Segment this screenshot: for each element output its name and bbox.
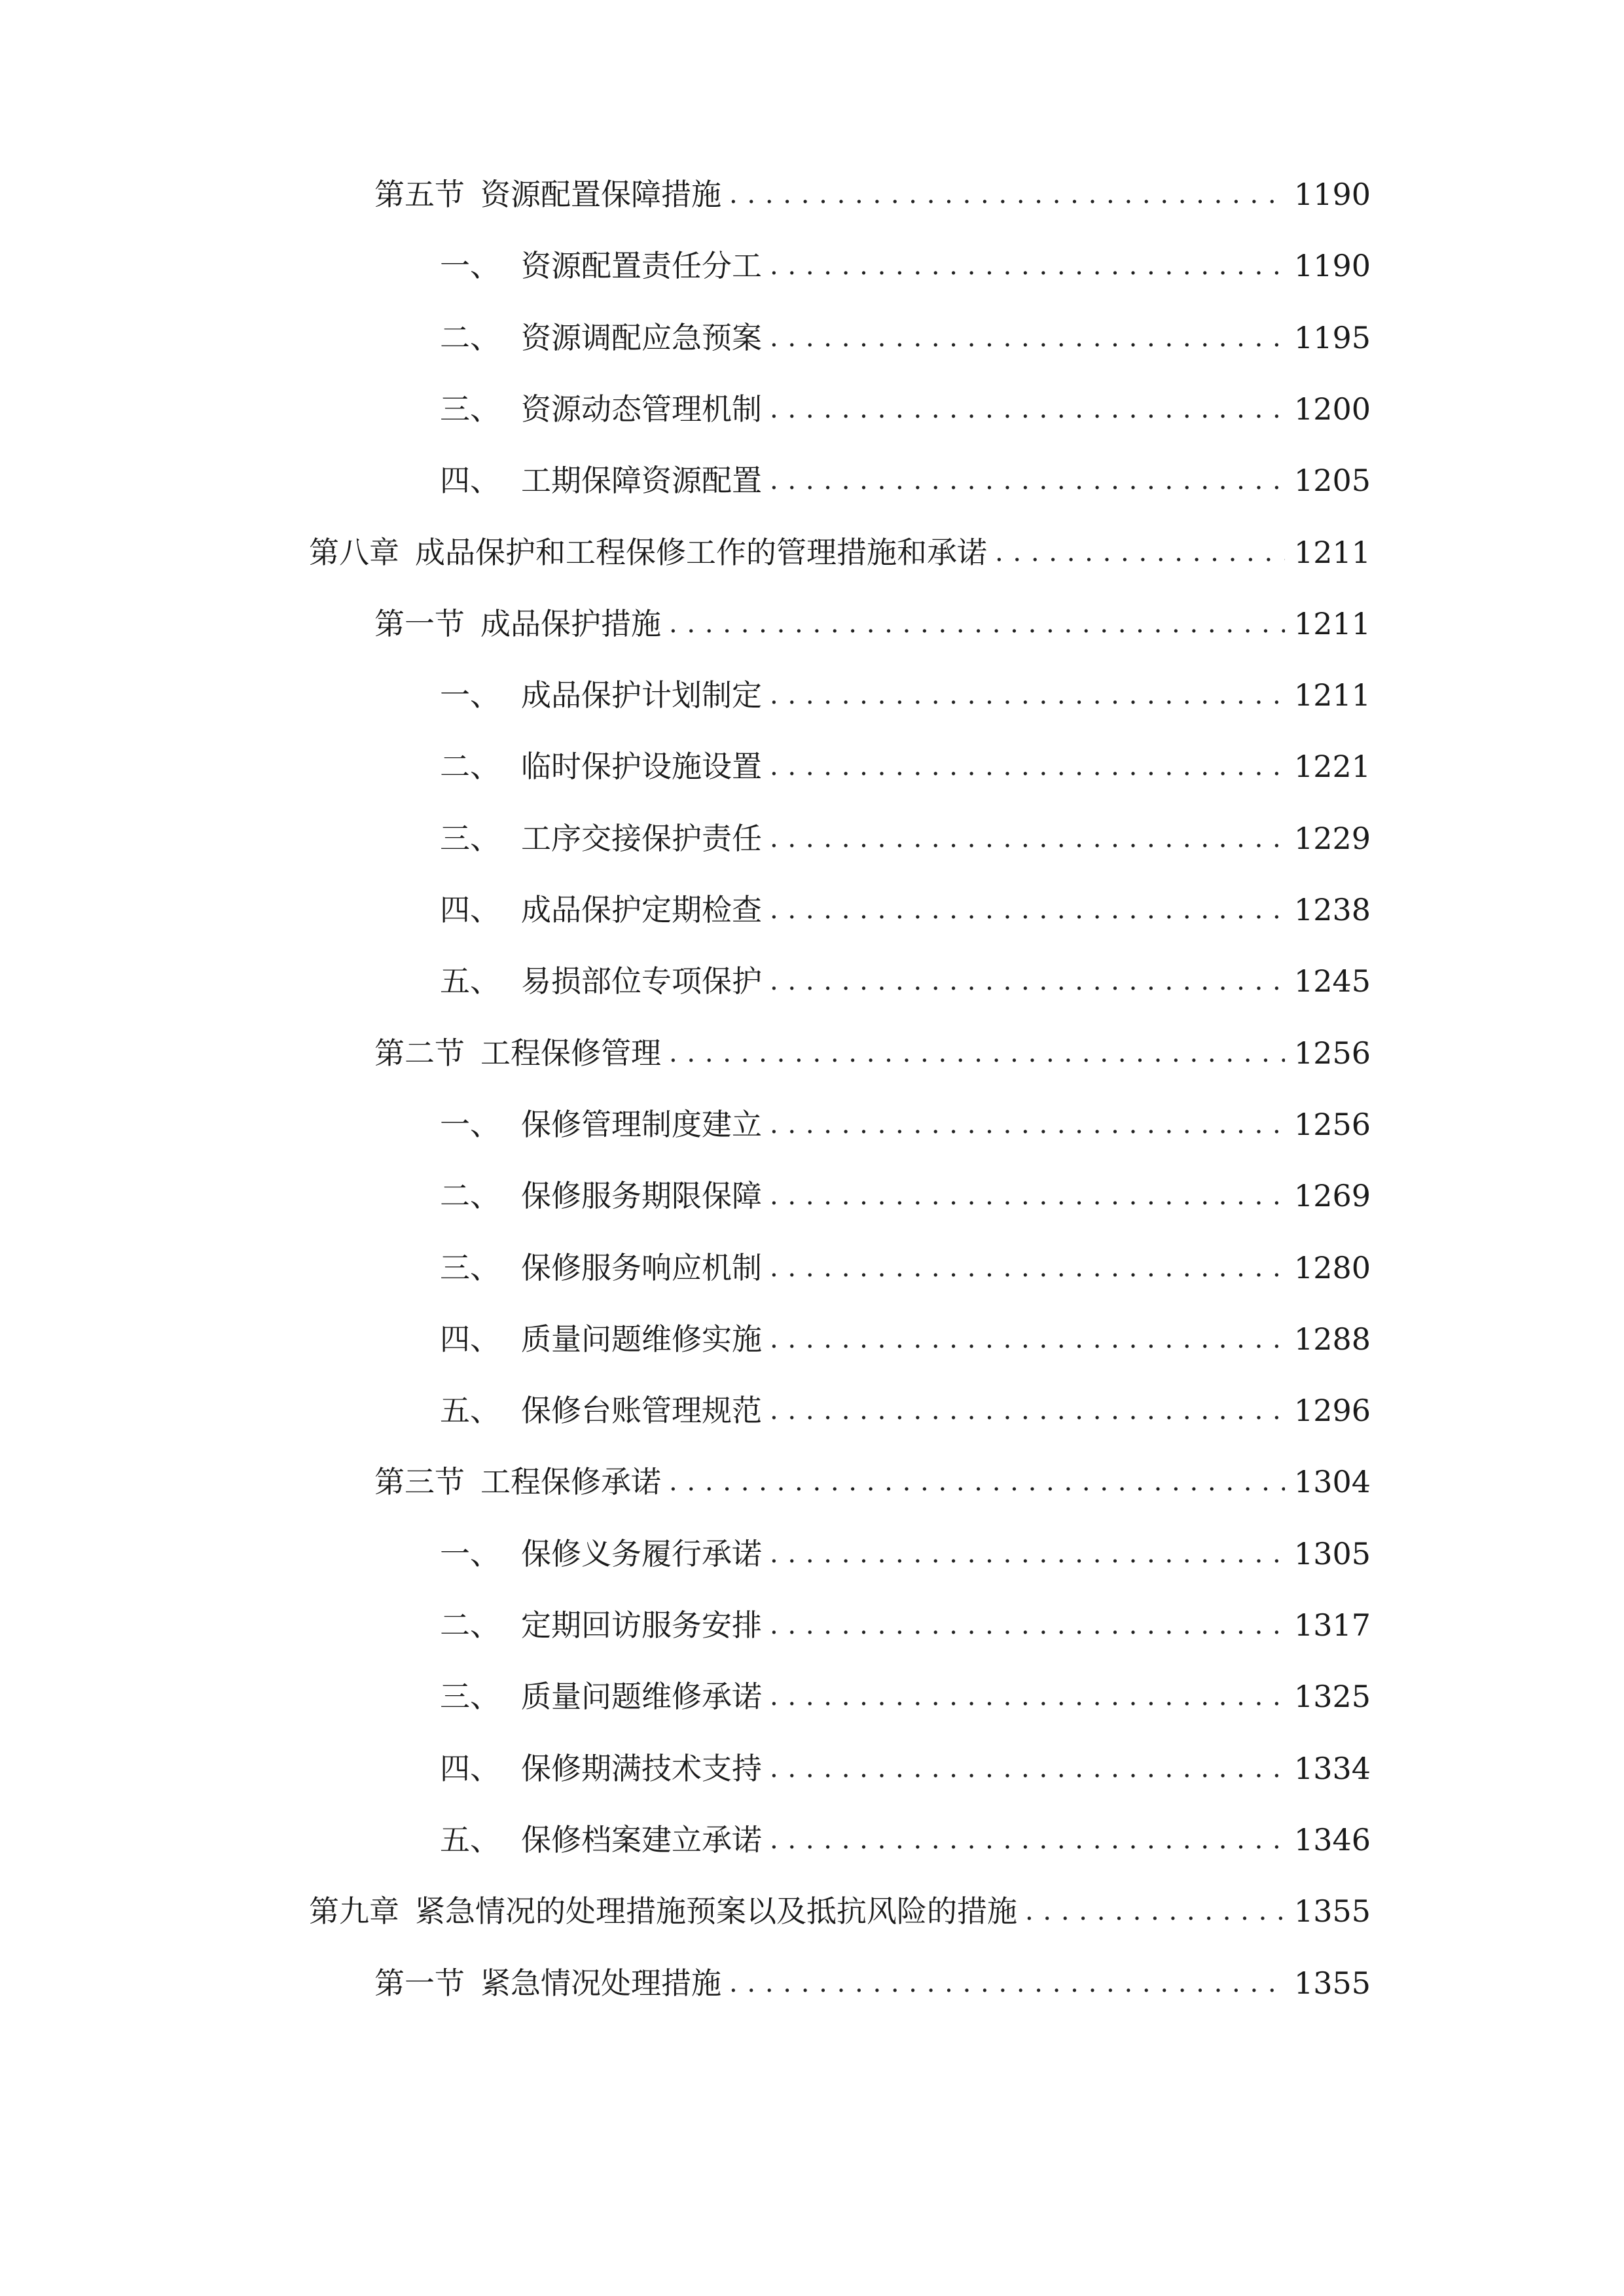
dot-leader [770, 1602, 1285, 1648]
toc-entry-page-number: 1269 [1293, 1178, 1371, 1214]
toc-entry-number: 四、 [440, 463, 500, 499]
toc-entry-page-number: 1296 [1293, 1393, 1371, 1429]
toc-entry-page-number: 1346 [1293, 1821, 1371, 1857]
toc-entry-page-number: 1305 [1293, 1535, 1371, 1571]
toc-entry-number: 四、 [440, 892, 500, 927]
toc-entry[interactable] [440, 1102, 1371, 1147]
toc-entry-title: 成品保护定期检查 [521, 892, 762, 927]
dot-leader [770, 315, 1285, 361]
toc-entry-title: 保修期满技术支持 [521, 1750, 762, 1786]
toc-entry-title: 资源配置责任分工 [521, 248, 762, 284]
toc-entry-title: 工程保修管理 [480, 1035, 661, 1071]
toc-entry[interactable] [440, 1173, 1371, 1219]
toc-entry-title: 资源调配应急预案 [521, 319, 762, 355]
toc-entry-number: 第八章 [309, 534, 399, 570]
toc-entry-number: 五、 [440, 963, 500, 999]
dot-leader [770, 958, 1285, 1004]
toc-entry[interactable] [440, 958, 1371, 1004]
toc-entry[interactable] [374, 601, 1371, 647]
dot-leader [770, 672, 1285, 718]
toc-entry-page-number: 1304 [1293, 1464, 1371, 1500]
toc-entry[interactable] [374, 1030, 1371, 1076]
toc-entry[interactable] [440, 315, 1371, 361]
toc-entry[interactable] [440, 744, 1371, 789]
toc-entry-title: 保修台账管理规范 [521, 1393, 762, 1429]
toc-entry-title: 工程保修承诺 [480, 1464, 661, 1500]
toc-entry[interactable] [374, 171, 1371, 217]
toc-entry-number: 四、 [440, 1321, 500, 1357]
toc-entry-page-number: 1205 [1293, 463, 1371, 499]
toc-entry-page-number: 1355 [1293, 1965, 1371, 2001]
toc-entry-number: 第一节 [374, 1965, 465, 2001]
dot-leader [770, 1531, 1285, 1577]
toc-entry-title: 紧急情况处理措施 [480, 1965, 721, 2001]
toc-entry-number: 三、 [440, 1249, 500, 1285]
toc-entry-number: 二、 [440, 749, 500, 785]
dot-leader [770, 1746, 1285, 1791]
toc-entry-title: 资源动态管理机制 [521, 391, 762, 427]
toc-entry-number: 第二节 [374, 1035, 465, 1071]
dot-leader [729, 1960, 1285, 2006]
toc-entry-page-number: 1211 [1293, 534, 1371, 570]
toc-entry[interactable] [440, 1746, 1371, 1791]
toc-entry-number: 二、 [440, 1607, 500, 1643]
toc-entry-title: 易损部位专项保护 [521, 963, 762, 999]
toc-entry[interactable] [374, 1960, 1371, 2006]
toc-entry[interactable] [440, 1817, 1371, 1863]
toc-entry-page-number: 1256 [1293, 1035, 1371, 1071]
toc-entry[interactable] [440, 1674, 1371, 1719]
toc-entry[interactable] [440, 672, 1371, 718]
toc-entry[interactable] [440, 1388, 1371, 1433]
toc-entry-page-number: 1317 [1293, 1607, 1371, 1643]
dot-leader [770, 243, 1285, 289]
toc-entry-page-number: 1195 [1293, 319, 1371, 355]
toc-entry-page-number: 1355 [1293, 1893, 1371, 1929]
dot-leader [770, 457, 1285, 503]
toc-entry-number: 四、 [440, 1750, 500, 1786]
toc-entry-title: 质量问题维修实施 [521, 1321, 762, 1357]
toc-entry-number: 一、 [440, 248, 500, 284]
toc-entry-number: 五、 [440, 1821, 500, 1857]
toc-entry-number: 一、 [440, 677, 500, 713]
toc-entry-title: 临时保护设施设置 [521, 749, 762, 785]
toc-entry-title: 保修管理制度建立 [521, 1106, 762, 1142]
toc-entry-number: 五、 [440, 1393, 500, 1429]
toc-entry[interactable] [374, 1459, 1371, 1505]
toc-entry-page-number: 1256 [1293, 1106, 1371, 1142]
toc-entry-title: 保修服务响应机制 [521, 1249, 762, 1285]
toc-entry-title: 紧急情况的处理措施预案以及抵抗风险的措施 [415, 1893, 1017, 1929]
toc-entry-title: 定期回访服务安排 [521, 1607, 762, 1643]
toc-entry[interactable] [440, 243, 1371, 289]
dot-leader [770, 1173, 1285, 1219]
dot-leader [770, 1102, 1285, 1147]
toc-entry[interactable] [440, 1316, 1371, 1362]
toc-entry[interactable] [309, 529, 1371, 575]
toc-entry-page-number: 1325 [1293, 1679, 1371, 1715]
toc-entry[interactable] [309, 1888, 1371, 1934]
dot-leader [770, 887, 1285, 933]
dot-leader [669, 1030, 1285, 1076]
toc-entry-number: 第一节 [374, 605, 465, 641]
toc-entry-page-number: 1221 [1293, 749, 1371, 785]
toc-entry-number: 第三节 [374, 1464, 465, 1500]
toc-entry[interactable] [440, 816, 1371, 861]
toc-entry-number: 三、 [440, 820, 500, 856]
toc-entry[interactable] [440, 1602, 1371, 1648]
dot-leader [770, 1388, 1285, 1433]
toc-entry-title: 成品保护计划制定 [521, 677, 762, 713]
dot-leader [770, 1817, 1285, 1863]
dot-leader [770, 1674, 1285, 1719]
toc-entry-page-number: 1245 [1293, 963, 1371, 999]
toc-entry-title: 成品保护和工程保修工作的管理措施和承诺 [415, 534, 987, 570]
toc-entry-number: 第九章 [309, 1893, 399, 1929]
dot-leader [669, 1459, 1285, 1505]
toc-entry-page-number: 1211 [1293, 677, 1371, 713]
dot-leader [770, 744, 1285, 789]
toc-entry-title: 质量问题维修承诺 [521, 1679, 762, 1715]
toc-entry-page-number: 1238 [1293, 892, 1371, 927]
toc-entry-page-number: 1211 [1293, 605, 1371, 641]
toc-entry-number: 第五节 [374, 177, 465, 212]
dot-leader [770, 386, 1285, 432]
toc-entry-page-number: 1288 [1293, 1321, 1371, 1357]
toc-entry-title: 保修档案建立承诺 [521, 1821, 762, 1857]
toc-entry[interactable] [440, 386, 1371, 432]
dot-leader [669, 601, 1285, 647]
toc-entry-title: 资源配置保障措施 [480, 177, 721, 212]
toc-entry-number: 一、 [440, 1535, 500, 1571]
toc-entry-page-number: 1200 [1293, 391, 1371, 427]
dot-leader [770, 1245, 1285, 1291]
dot-leader [1025, 1888, 1285, 1934]
toc-entry-page-number: 1190 [1293, 177, 1371, 212]
toc-entry[interactable] [440, 457, 1371, 503]
toc-entry-number: 一、 [440, 1106, 500, 1142]
toc-entry-number: 三、 [440, 391, 500, 427]
toc-entry-number: 三、 [440, 1679, 500, 1715]
toc-entry-number: 二、 [440, 1178, 500, 1214]
toc-entry-page-number: 1280 [1293, 1249, 1371, 1285]
dot-leader [729, 171, 1285, 217]
toc-entry-page-number: 1190 [1293, 248, 1371, 284]
toc-entry-page-number: 1229 [1293, 820, 1371, 856]
toc-entry-number: 二、 [440, 319, 500, 355]
toc-entry[interactable] [440, 1531, 1371, 1577]
dot-leader [770, 816, 1285, 861]
toc-entry[interactable] [440, 887, 1371, 933]
toc-entry-title: 工序交接保护责任 [521, 820, 762, 856]
toc-entry[interactable] [440, 1245, 1371, 1291]
toc-entry-page-number: 1334 [1293, 1750, 1371, 1786]
toc-entry-title: 工期保障资源配置 [521, 463, 762, 499]
toc-entry-title: 保修义务履行承诺 [521, 1535, 762, 1571]
toc-entry-title: 成品保护措施 [480, 605, 661, 641]
dot-leader [995, 529, 1285, 575]
toc-entry-title: 保修服务期限保障 [521, 1178, 762, 1214]
dot-leader [770, 1316, 1285, 1362]
